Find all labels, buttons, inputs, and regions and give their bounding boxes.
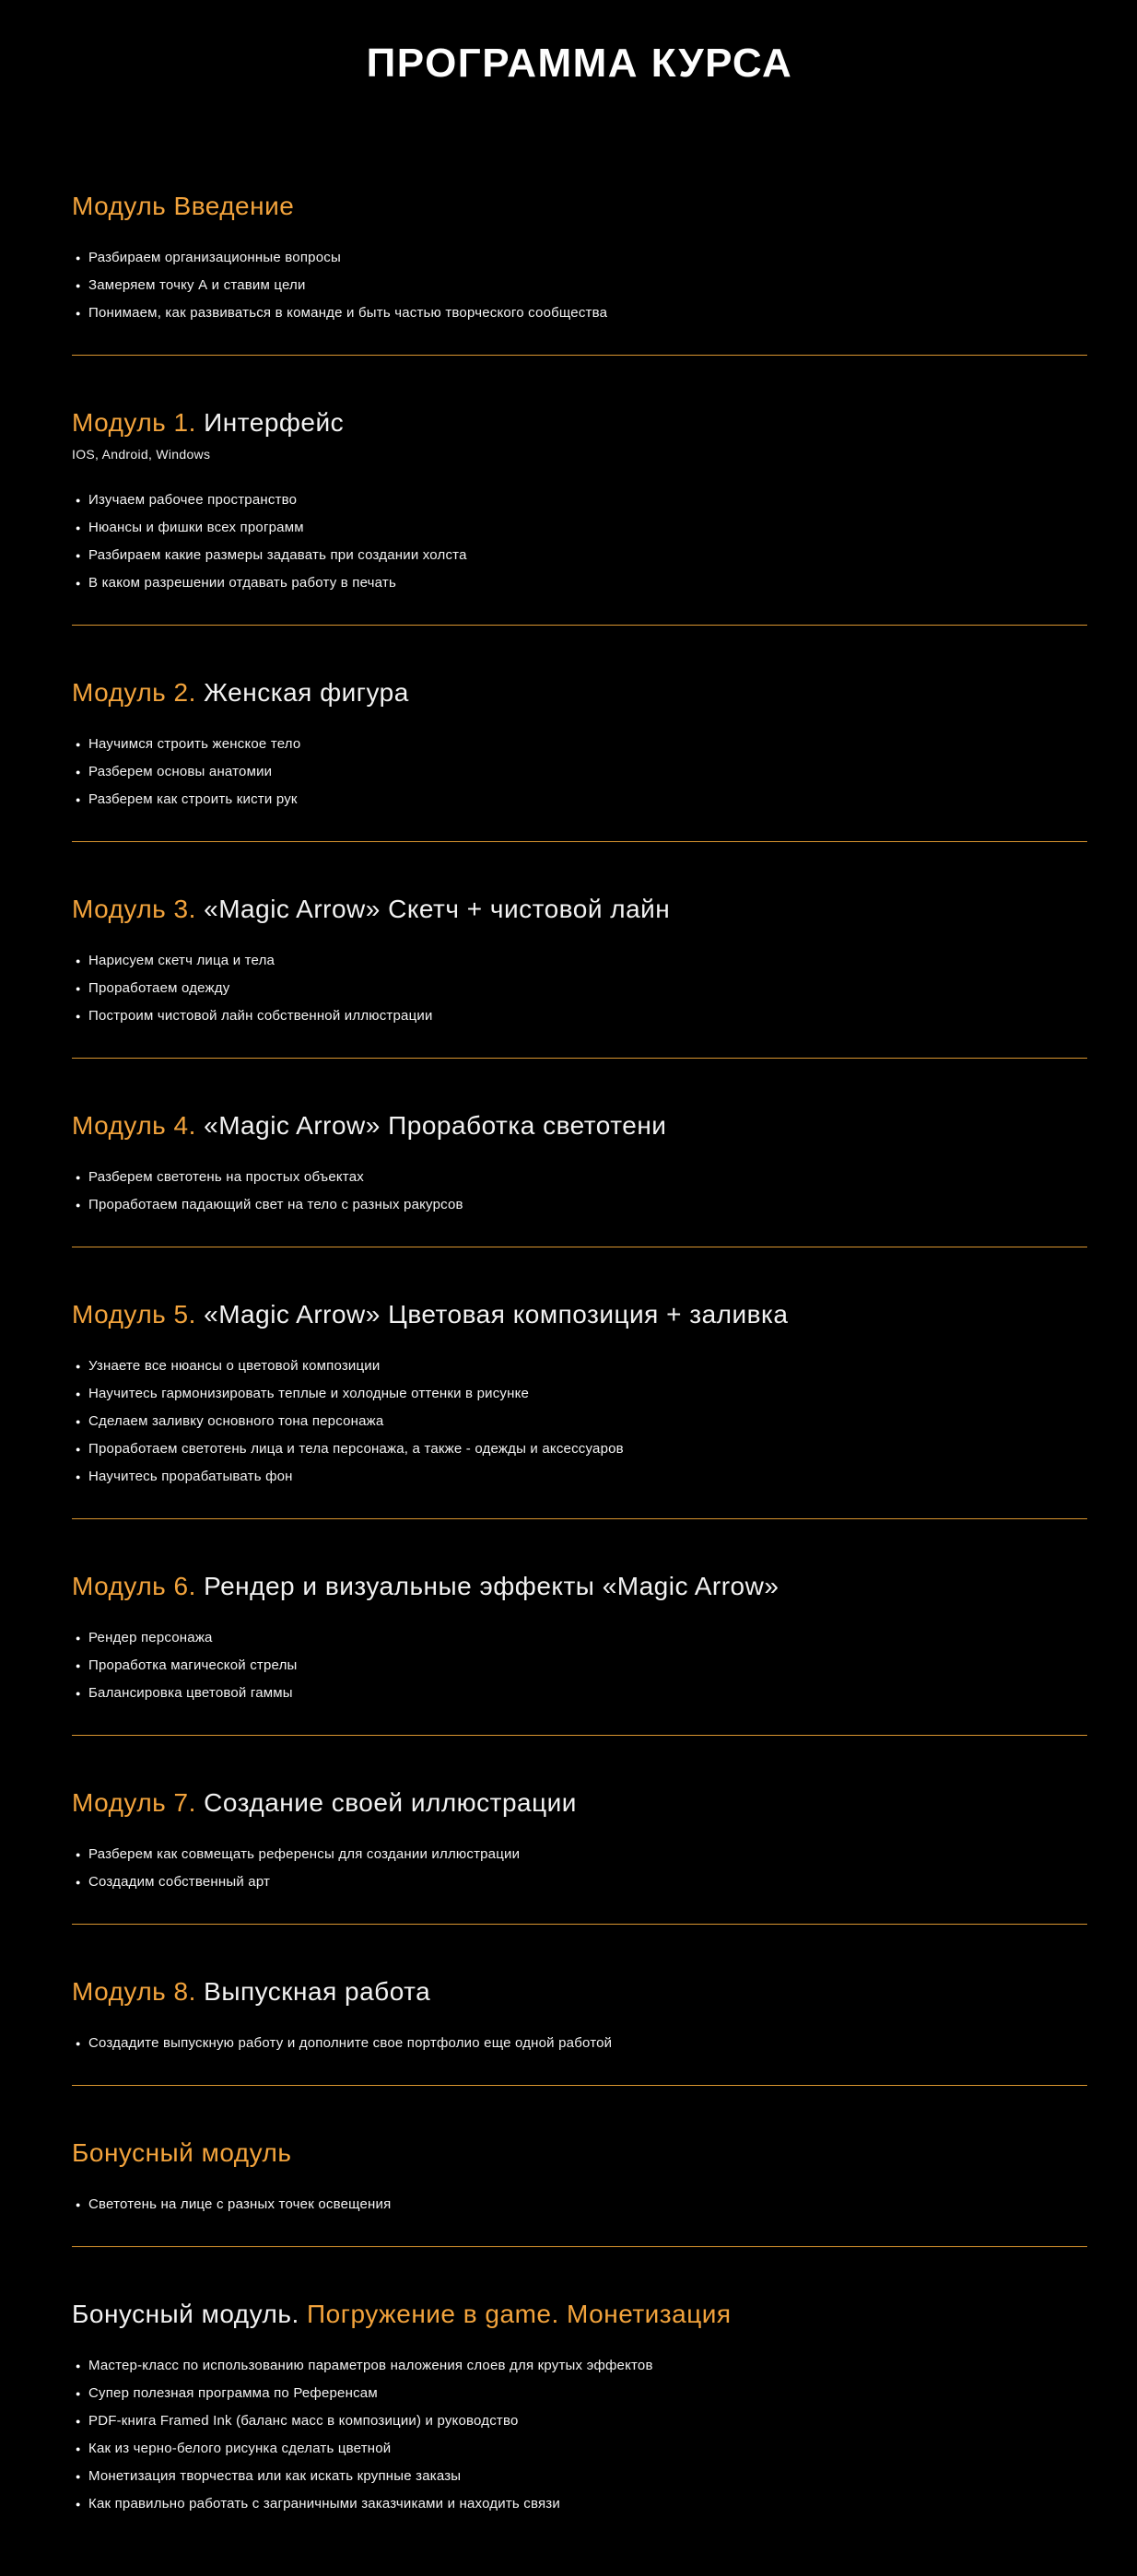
module-heading [72,407,1087,439]
module-heading-plain: «Magic Arrow» Скетч + чистовой лайн [195,895,671,923]
module-section [72,894,1087,1030]
bullet-icon: ● [76,253,81,263]
section-divider [72,2085,1087,2086]
module-section [72,1571,1087,1707]
module-bullets [72,2352,1087,2518]
module-heading-accent: Модуль 2. [72,678,196,707]
bullet-text: Понимаем, как развиваться в команде и быть частью творческого сообщества [88,305,608,321]
module-bullets [72,2030,1087,2057]
section-divider [72,1058,1087,1059]
bullet-text: Создадим собственный арт [88,1874,271,1890]
bullet-icon: ● [76,309,81,318]
module-heading [72,1976,1087,2008]
bullet-item [72,1680,1087,1707]
bullet-text: Как правильно работать с заграничными заказчиками и находить связи [88,2496,560,2512]
bullet-item [72,2463,1087,2490]
bullet-text: Проработаем светотень лица и тела персонажа, а также - одежды и аксессуаров [88,1441,624,1457]
bullet-icon: ● [76,2039,81,2048]
bullet-icon: ● [76,984,81,993]
section-divider [72,1518,1087,1519]
bullet-icon: ● [76,1689,81,1698]
bullet-item [72,2490,1087,2518]
module-section [72,677,1087,814]
bullet-item [72,1408,1087,1435]
bullet-icon: ● [76,1362,81,1371]
module-bullets [72,731,1087,814]
bullet-text: Супер полезная программа по Референсам [88,2385,378,2401]
bullet-item [72,1652,1087,1680]
module-heading [72,2299,1087,2330]
bullet-item [72,542,1087,569]
module-heading [72,894,1087,925]
module-heading [72,1571,1087,1602]
bullet-icon: ● [76,1417,81,1426]
module-heading-plain: «Magic Arrow» Цветовая композиция + заливка [195,1300,789,1329]
module-section [72,191,1087,327]
bullet-text: Создадите выпускную работу и дополните свое портфолио еще одной работой [88,2035,613,2051]
bullet-item [72,2435,1087,2463]
bullet-item [72,1002,1087,1030]
module-heading-plain: «Magic Arrow» Проработка светотени [195,1111,667,1140]
module-section [72,1787,1087,1896]
page-title: ПРОГРАММА КУРСА [366,41,793,86]
bullet-icon: ● [76,767,81,777]
bullet-icon: ● [76,579,81,588]
bullet-item [72,731,1087,758]
bullet-item [72,1380,1087,1408]
bullet-item [72,1435,1087,1463]
module-section [72,1299,1087,1491]
bullet-icon: ● [76,281,81,290]
sections-container [72,191,1087,2518]
bullet-item [72,975,1087,1002]
bullet-icon: ● [76,956,81,966]
module-heading-accent: Модуль 5. [72,1300,196,1329]
module-heading-accent: Модуль 7. [72,1788,196,1817]
module-section [72,1110,1087,1219]
module-heading [72,191,1087,222]
module-heading [72,1787,1087,1819]
module-bullets [72,486,1087,597]
bullet-item [72,1191,1087,1219]
bullet-item [72,1841,1087,1868]
bullet-item [72,2380,1087,2407]
module-heading-plain: Бонусный модуль. [72,2300,299,2328]
bullet-text: Светотень на лице с разных точек освещения [88,2196,392,2212]
bullet-text: Проработаем одежду [88,980,230,996]
bullet-item [72,299,1087,327]
bullet-icon: ● [76,496,81,505]
module-heading-accent: Погружение в game. Монетизация [299,2300,732,2328]
module-bullets [72,244,1087,327]
module-heading [72,2137,1087,2169]
bullet-text: Нюансы и фишки всех программ [88,520,304,535]
module-bullets [72,2191,1087,2219]
module-heading-accent: Бонусный модуль [72,2138,292,2167]
bullet-icon: ● [76,2361,81,2371]
bullet-item [72,1352,1087,1380]
module-heading-plain: Создание своей иллюстрации [195,1788,577,1817]
module-subtitle: IOS, Android, Windows [72,447,211,462]
module-heading-plain: Выпускная работа [195,1977,431,2006]
module-bullets [72,947,1087,1030]
module-section [72,2137,1087,2219]
bullet-text: Мастер-класс по использованию параметров наложения слоев для крутых эффектов [88,2358,653,2373]
module-heading-accent: Модуль 8. [72,1977,196,2006]
bullet-text: Построим чистовой лайн собственной иллюстрации [88,1008,433,1024]
bullet-text: Изучаем рабочее пространство [88,492,298,508]
module-section [72,2299,1087,2518]
bullet-icon: ● [76,1173,81,1182]
module-heading [72,1299,1087,1330]
bullet-icon: ● [76,523,81,533]
bullet-text: В каком разрешении отдавать работу в печать [88,575,396,591]
bullet-item [72,2191,1087,2219]
bullet-text: Узнаете все нюансы о цветовой композиции [88,1358,381,1374]
bullet-icon: ● [76,2389,81,2398]
bullet-item [72,2407,1087,2435]
bullet-item [72,1624,1087,1652]
bullet-icon: ● [76,1661,81,1670]
module-heading-accent: Модуль 4. [72,1111,196,1140]
section-divider [72,355,1087,356]
bullet-icon: ● [76,2200,81,2209]
bullet-text: PDF-книга Framed Ink (баланс масс в композиции) и руководство [88,2413,519,2429]
section-divider [72,841,1087,842]
bullet-text: Научитесь гармонизировать теплые и холодные оттенки в рисунке [88,1386,530,1401]
module-heading-plain: Женская фигура [195,678,409,707]
bullet-icon: ● [76,795,81,804]
bullet-text: Проработка магической стрелы [88,1657,298,1673]
bullet-text: Проработаем падающий свет на тело с разных ракурсов [88,1197,463,1212]
module-heading-plain: Рендер и визуальные эффекты «Magic Arrow» [195,1572,779,1600]
module-section [72,407,1087,597]
module-bullets [72,1841,1087,1896]
bullet-icon: ● [76,1389,81,1399]
module-heading [72,1110,1087,1142]
bullet-item [72,272,1087,299]
bullet-text: Разбираем какие размеры задавать при создании холста [88,547,467,563]
bullet-text: Разберем как строить кисти рук [88,791,298,807]
bullet-text: Монетизация творчества или как искать крупные заказы [88,2468,462,2484]
bullet-item [72,2352,1087,2380]
bullet-text: Сделаем заливку основного тона персонажа [88,1413,384,1429]
bullet-item [72,1164,1087,1191]
module-heading-accent: Модуль 6. [72,1572,196,1600]
section-divider [72,625,1087,626]
bullet-text: Научимся строить женское тело [88,736,301,752]
bullet-text: Разбираем организационные вопросы [88,250,341,265]
section-divider [72,2246,1087,2247]
module-bullets [72,1352,1087,1491]
bullet-text: Рендер персонажа [88,1630,213,1645]
module-heading-accent: Модуль 1. [72,408,196,437]
bullet-icon: ● [76,2472,81,2481]
bullet-item [72,947,1087,975]
bullet-icon: ● [76,551,81,560]
bullet-text: Как из черно-белого рисунка сделать цветной [88,2441,392,2456]
bullet-item [72,1463,1087,1491]
bullet-text: Разберем светотень на простых объектах [88,1169,364,1185]
bullet-item [72,569,1087,597]
section-divider [72,1735,1087,1736]
bullet-icon: ● [76,740,81,749]
bullet-icon: ● [76,2417,81,2426]
bullet-item [72,514,1087,542]
bullet-icon: ● [76,1012,81,1021]
module-heading-accent: Модуль 3. [72,895,196,923]
bullet-text: Разберем как совмещать референсы для создании иллюстрации [88,1846,521,1862]
bullet-item [72,486,1087,514]
bullet-text: Научитесь прорабатывать фон [88,1469,293,1484]
bullet-item [72,786,1087,814]
module-section [72,1976,1087,2057]
bullet-icon: ● [76,1472,81,1481]
bullet-icon: ● [76,1445,81,1454]
bullet-item [72,758,1087,786]
module-heading [72,677,1087,708]
bullet-item [72,244,1087,272]
bullet-text: Замеряем точку А и ставим цели [88,277,306,293]
module-heading-accent: Модуль Введение [72,192,295,220]
bullet-icon: ● [76,1200,81,1210]
module-heading-plain: Интерфейс [195,408,345,437]
bullet-text: Нарисуем скетч лица и тела [88,953,275,968]
bullet-item [72,1868,1087,1896]
bullet-text: Разберем основы анатомии [88,764,273,779]
module-bullets [72,1164,1087,1219]
bullet-icon: ● [76,1878,81,1887]
bullet-text: Балансировка цветовой гаммы [88,1685,293,1701]
bullet-icon: ● [76,1633,81,1643]
bullet-icon: ● [76,2500,81,2509]
bullet-icon: ● [76,2444,81,2453]
bullet-icon: ● [76,1850,81,1859]
module-bullets [72,1624,1087,1707]
section-divider [72,1924,1087,1925]
bullet-item [72,2030,1087,2057]
